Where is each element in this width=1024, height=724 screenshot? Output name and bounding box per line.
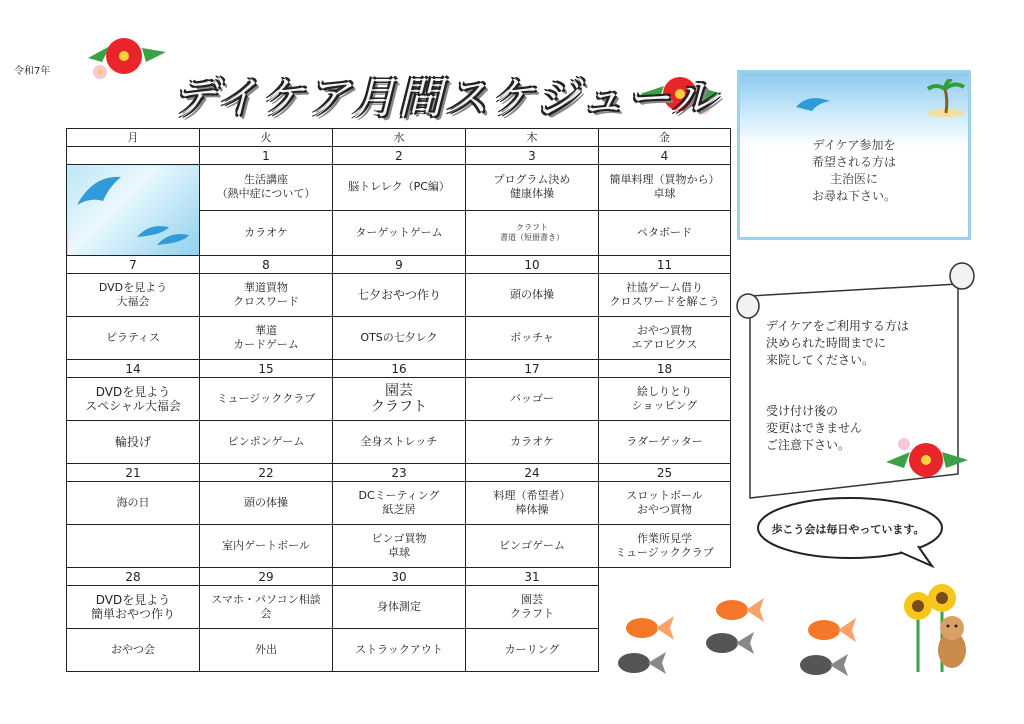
black-goldfish-icon (700, 628, 756, 658)
reminder-line2: 受け付け後の 変更はできません ご注意下さい。 (766, 404, 863, 452)
date-cell: 4 (599, 147, 731, 165)
black-goldfish-icon (612, 648, 668, 678)
am-activity: 生活講座 （熱中症について） (200, 165, 333, 211)
pm-activity: ピンポンゲーム (200, 421, 333, 464)
weekday-header: 水 (333, 129, 466, 147)
date-cell: 9 (333, 256, 466, 274)
date-cell: 15 (200, 360, 333, 378)
goldfish-icon (620, 612, 676, 644)
hibiscus-icon (80, 28, 170, 84)
am-activity: 社協ゲーム借り クロスワードを解こう (599, 274, 731, 317)
date-cell: 29 (200, 568, 333, 586)
am-activity: スマホ・パソコン相談 会 (200, 586, 333, 629)
date-cell: 28 (67, 568, 200, 586)
am-activity: プログラム決め 健康体操 (466, 165, 599, 211)
dolphin-icon (794, 93, 834, 113)
date-cell: 11 (599, 256, 731, 274)
notice-text: デイケア参加を 希望される方は 主治医に お尋ね下さい。 (811, 138, 896, 203)
am-activity: 頭の体操 (466, 274, 599, 317)
date-cell: 2 (333, 147, 466, 165)
pm-activity: ターゲットゲーム (333, 210, 466, 256)
date-cell: 16 (333, 360, 466, 378)
am-activity: 海の日 (67, 482, 200, 525)
pm-activity: 全身ストレッチ (333, 421, 466, 464)
date-cell: 23 (333, 464, 466, 482)
bubble-text: 歩こう会は毎日やっています。 (771, 523, 925, 536)
pm-activity: カラオケ (466, 421, 599, 464)
pm-activity: クラフト 書道（短冊書き） (466, 210, 599, 256)
era-label: 令和7年 (14, 66, 51, 77)
date-cell: 22 (200, 464, 333, 482)
am-activity: DVDを見よう 簡単おやつ作り (67, 586, 200, 629)
goldfish-icon (802, 614, 858, 646)
pm-activity: ビンゴ買物 卓球 (333, 525, 466, 568)
am-activity: 簡単料理（買物から） 卓球 (599, 165, 731, 211)
pm-activity: 室内ゲートボール (200, 525, 333, 568)
date-cell: 14 (67, 360, 200, 378)
title-text: デイケア月間スケジュール (172, 73, 718, 124)
date-cell: 10 (466, 256, 599, 274)
date-cell: 24 (466, 464, 599, 482)
black-goldfish-icon (794, 650, 850, 680)
pm-activity: 作業所見学 ミュージッククラブ (599, 525, 731, 568)
date-cell (599, 568, 731, 586)
pm-activity: ラダーゲッター (599, 421, 731, 464)
am-activity: 七夕おやつ作り (333, 274, 466, 317)
pm-activity: OTSの七夕レク (333, 317, 466, 360)
weekday-header: 月 (67, 129, 200, 147)
dolphin-illustration (67, 165, 200, 256)
date-cell: 3 (466, 147, 599, 165)
pm-activity: ピラティス (67, 317, 200, 360)
am-activity: 頭の体操 (200, 482, 333, 525)
am-activity: 絵しりとり ショッピング (599, 378, 731, 421)
hibiscus-icon (882, 430, 972, 486)
pm-activity: ボッチャ (466, 317, 599, 360)
date-cell: 21 (67, 464, 200, 482)
date-cell: 7 (67, 256, 200, 274)
am-activity: スロットボール おやつ買物 (599, 482, 731, 525)
pm-activity: 華道 カードゲーム (200, 317, 333, 360)
goldfish-icon (710, 594, 766, 626)
am-activity: DVDを見よう スペシャル大福会 (67, 378, 200, 421)
pm-activity: おやつ買物 エアロビクス (599, 317, 731, 360)
walking-club-bubble (750, 490, 946, 568)
pm-activity: カラオケ (200, 210, 333, 256)
date-cell: 8 (200, 256, 333, 274)
am-activity: 身体測定 (333, 586, 466, 629)
am-activity: ミュージッククラブ (200, 378, 333, 421)
date-cell: 17 (466, 360, 599, 378)
am-activity: バッゴー (466, 378, 599, 421)
date-cell: 1 (200, 147, 333, 165)
am-activity: 華道買物 クロスワード (200, 274, 333, 317)
dolphin-icon (73, 165, 193, 251)
am-activity: DCミーティング 紙芝居 (333, 482, 466, 525)
reminder-scroll (736, 262, 976, 502)
pm-activity (67, 525, 200, 568)
date-cell: 31 (466, 568, 599, 586)
date-cell: 25 (599, 464, 731, 482)
date-cell: 30 (333, 568, 466, 586)
pm-activity: おやつ会 (67, 629, 200, 672)
pm-activity: ビンゴゲーム (466, 525, 599, 568)
pm-activity: ストラックアウト (333, 629, 466, 672)
schedule-table (66, 128, 731, 672)
sunflower-dog-icon (896, 580, 976, 676)
date-cell (67, 147, 200, 165)
pm-activity: 外出 (200, 629, 333, 672)
palm-tree-icon (926, 79, 966, 117)
pm-activity: カーリング (466, 629, 599, 672)
notice-box (737, 70, 971, 240)
am-activity: DVDを見よう 大福会 (67, 274, 200, 317)
weekday-header: 金 (599, 129, 731, 147)
am-activity: 料理（希望者） 棒体操 (466, 482, 599, 525)
date-cell: 18 (599, 360, 731, 378)
reminder-line1: デイケアをご利用する方は 決められた時間までに 来院してください。 (766, 319, 909, 367)
pm-activity: 輪投げ (67, 421, 200, 464)
pm-activity: ペタボード (599, 210, 731, 256)
am-activity: 園芸 クラフト (466, 586, 599, 629)
weekday-header: 木 (466, 129, 599, 147)
am-activity: 脳トレレク（PC編） (333, 165, 466, 211)
am-activity: 園芸 クラフト (333, 378, 466, 421)
weekday-header: 火 (200, 129, 333, 147)
